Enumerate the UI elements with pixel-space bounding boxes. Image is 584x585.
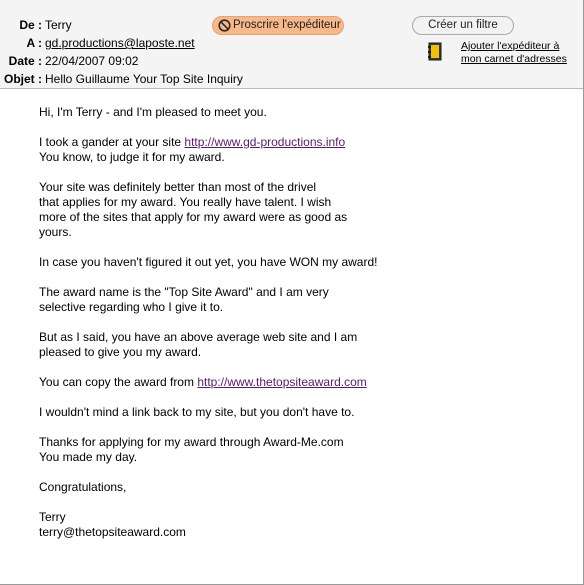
paragraph: The award name is the "Top Site Award" and I am very selective regarding who I give it to. [39, 285, 329, 314]
signature-name: Terry [39, 510, 66, 524]
site-link[interactable]: http://www.gd-productions.info [184, 135, 346, 149]
ajouter-carnet-link[interactable] [461, 40, 579, 66]
ajouter-line-1: Ajouter l'expéditeur à [461, 40, 560, 52]
paragraph: Thanks for applying for my award through Award-Me.com You made my day. [39, 435, 344, 464]
award-link[interactable]: http://www.thetopsiteaward.com [197, 375, 367, 389]
from-label: De : [19, 18, 42, 32]
address-book-icon[interactable] [427, 42, 443, 62]
signature-email: terry@thetopsiteaward.com [39, 525, 186, 539]
date-value: 22/04/2007 09:02 [45, 54, 139, 68]
date-label: Date : [8, 54, 42, 68]
from-value: Terry [45, 18, 72, 32]
paragraph: Congratulations, [39, 480, 127, 494]
paragraph: I wouldn't mind a link back to my site, but you don't have to. [39, 405, 355, 419]
proscrire-label: Proscrire l'expéditeur [233, 19, 341, 31]
ban-icon [218, 19, 231, 32]
to-label: A : [26, 36, 42, 50]
ajouter-line-2: mon carnet d'adresses [461, 53, 567, 65]
proscrire-expediteur-button[interactable] [212, 16, 344, 35]
creer-filtre-button[interactable]: Créer un filtre [412, 16, 514, 35]
paragraph: You can copy the award from http://www.thetopsiteaward.com [39, 375, 367, 389]
paragraph: I took a gander at your site http://www.gd-productions.info You know, to judge it for my award. [39, 135, 346, 164]
signature [39, 510, 559, 540]
subject-label: Objet : [4, 72, 42, 86]
paragraph: In case you haven't figured it out yet, you have WON my award! [39, 255, 378, 269]
message-body [39, 105, 559, 555]
message-header [0, 0, 583, 89]
to-address-link[interactable]: gd.productions@laposte.net [45, 36, 195, 50]
subject-value: Hello Guillaume Your Top Site Inquiry [45, 72, 243, 86]
paragraph: But as I said, you have an above average web site and I am pleased to give you my award. [39, 330, 358, 359]
paragraph: Hi, I'm Terry - and I'm pleased to meet you. [39, 105, 267, 119]
paragraph: Your site was definitely better than most of the drivel that applies for my award. You really have talent. I wish more of the sites that apply for my award were as good as yours. [39, 180, 348, 239]
